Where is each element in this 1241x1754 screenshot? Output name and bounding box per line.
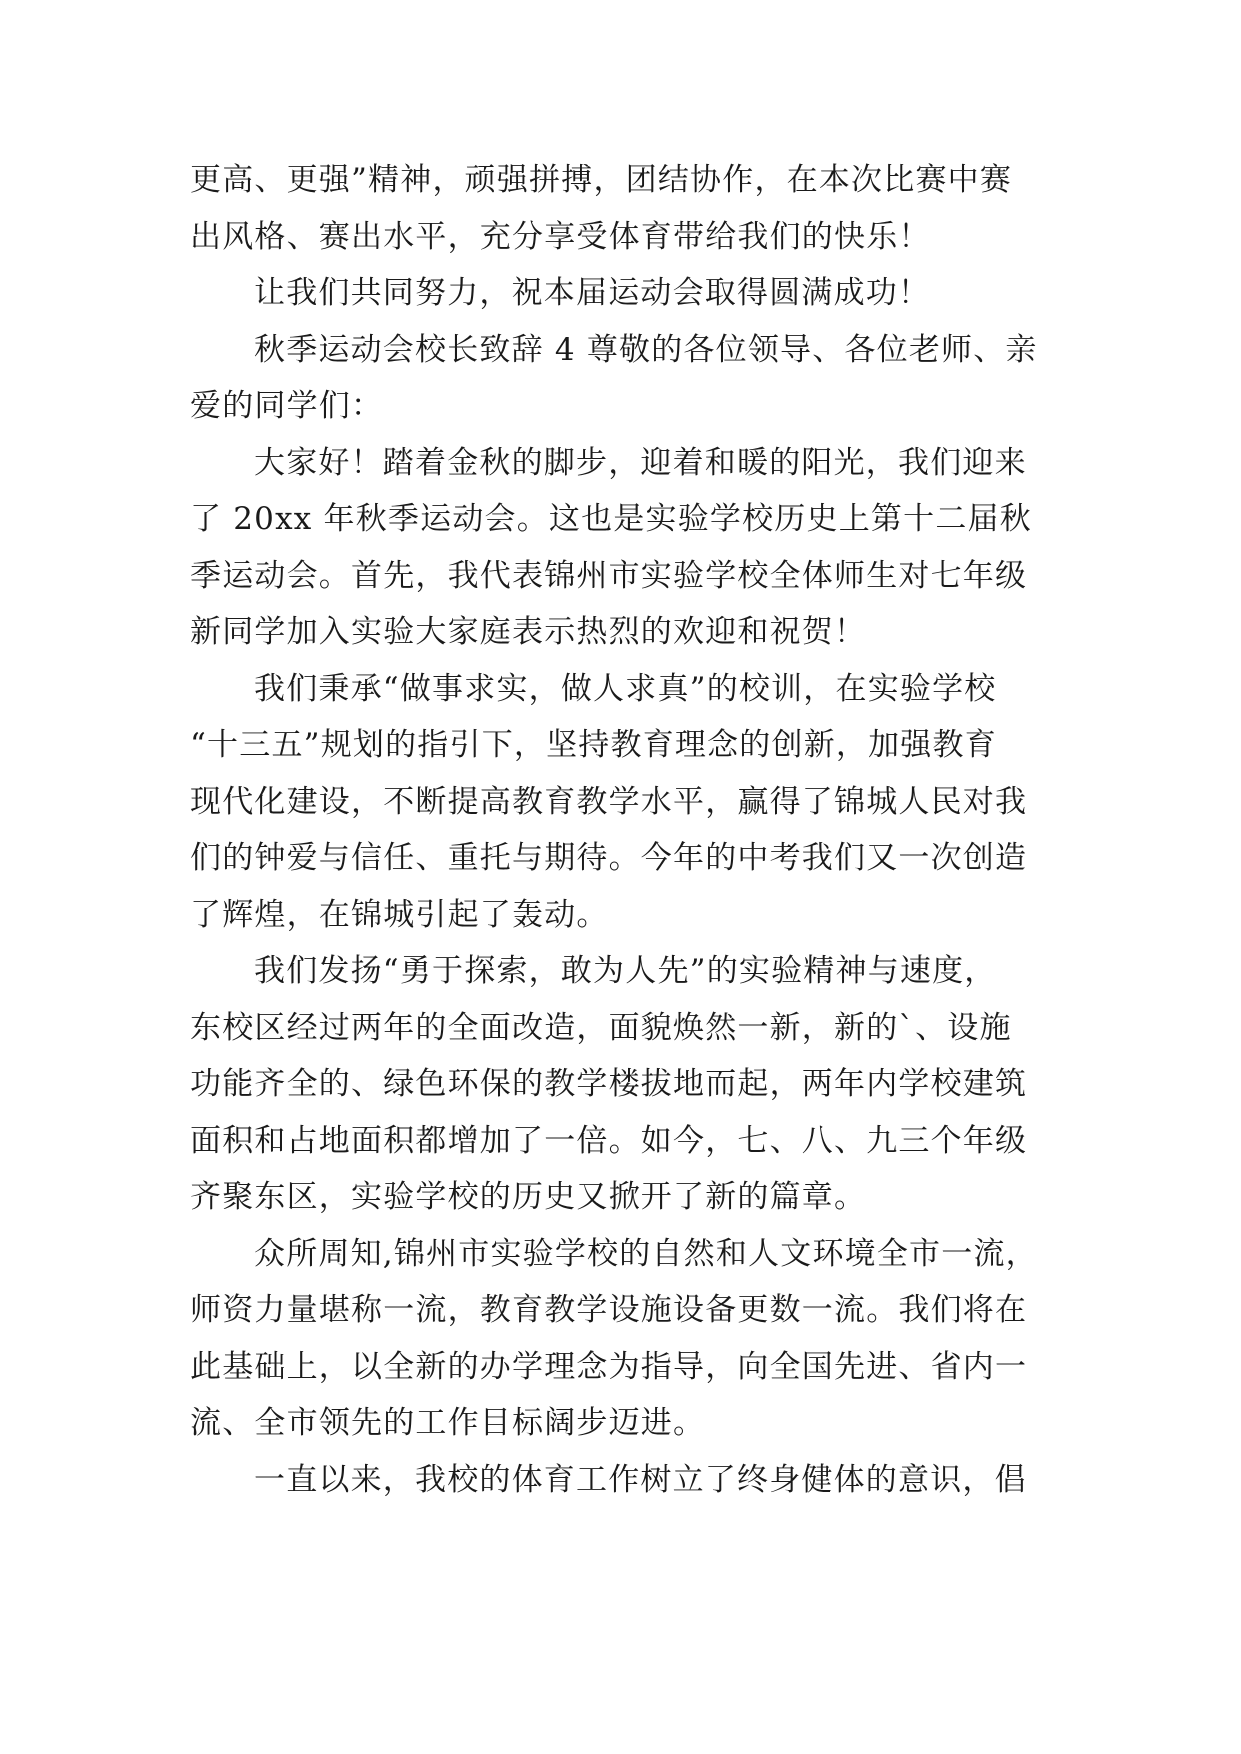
text-line: 流、全市领先的工作目标阔步迈进。 — [190, 1405, 706, 1441]
text-line: 秋季运动会校长致辞 4 尊敬的各位领导、各位老师、亲 — [254, 331, 1038, 368]
text-line: 爱的同学们： — [190, 388, 384, 424]
text-line: 了辉煌，在锦城引起了轰动。 — [190, 896, 609, 933]
text-line: 我们秉承“做事求实，做人求真”的校训，在实验学校 — [254, 670, 997, 707]
text-line: 我们发扬“勇于探索，敢为人先”的实验精神与速度， — [254, 953, 997, 989]
text-line: 季运动会。首先，我代表锦州市实验学校全体师生对七年级 — [190, 557, 1028, 594]
text-line: 大家好！踏着金秋的脚步，迎着和暖的阳光，我们迎来 — [254, 444, 1027, 481]
text-line: “十三五”规划的指引下，坚持教育理念的创新，加强教育 — [190, 727, 997, 763]
text-line: 面积和占地面积都增加了一倍。如今，七、八、九三个年级 — [190, 1122, 1028, 1159]
document-body — [190, 152, 1050, 1508]
text-line: 出风格、赛出水平，充分享受体育带给我们的快乐！ — [190, 218, 931, 255]
text-line: 众所周知,锦州市实验学校的自然和人文环境全市一流， — [254, 1235, 1038, 1272]
text-line: 了 20xx 年秋季运动会。这也是实验学校历史上第十二届秋 — [190, 501, 1032, 537]
text-line: 们的钟爱与信任、重托与期待。今年的中考我们又一次创造 — [190, 840, 1028, 876]
text-line: 更高、更强”精神，顽强拼搏，团结协作，在本次比赛中赛 — [190, 162, 1013, 198]
text-line: 东校区经过两年的全面改造，面貌焕然一新，新的`、设施 — [190, 1009, 1012, 1046]
text-line: 让我们共同努力，祝本届运动会取得圆满成功！ — [254, 275, 931, 311]
text-line: 功能齐全的、绿色环保的教学楼拔地而起，两年内学校建筑 — [190, 1066, 1028, 1102]
text-line: 新同学加入实验大家庭表示热烈的欢迎和祝贺！ — [190, 614, 867, 650]
text-line: 现代化建设，不断提高教育教学水平，赢得了锦城人民对我 — [190, 783, 1028, 820]
text-line: 师资力量堪称一流，教育教学设施设备更数一流。我们将在 — [190, 1292, 1028, 1328]
text-line: 此基础上，以全新的办学理念为指导，向全国先进、省内一 — [190, 1348, 1028, 1385]
text-line: 齐聚东区，实验学校的历史又掀开了新的篇章。 — [190, 1179, 867, 1215]
text-line: 一直以来，我校的体育工作树立了终身健体的意识，倡 — [254, 1461, 1027, 1498]
